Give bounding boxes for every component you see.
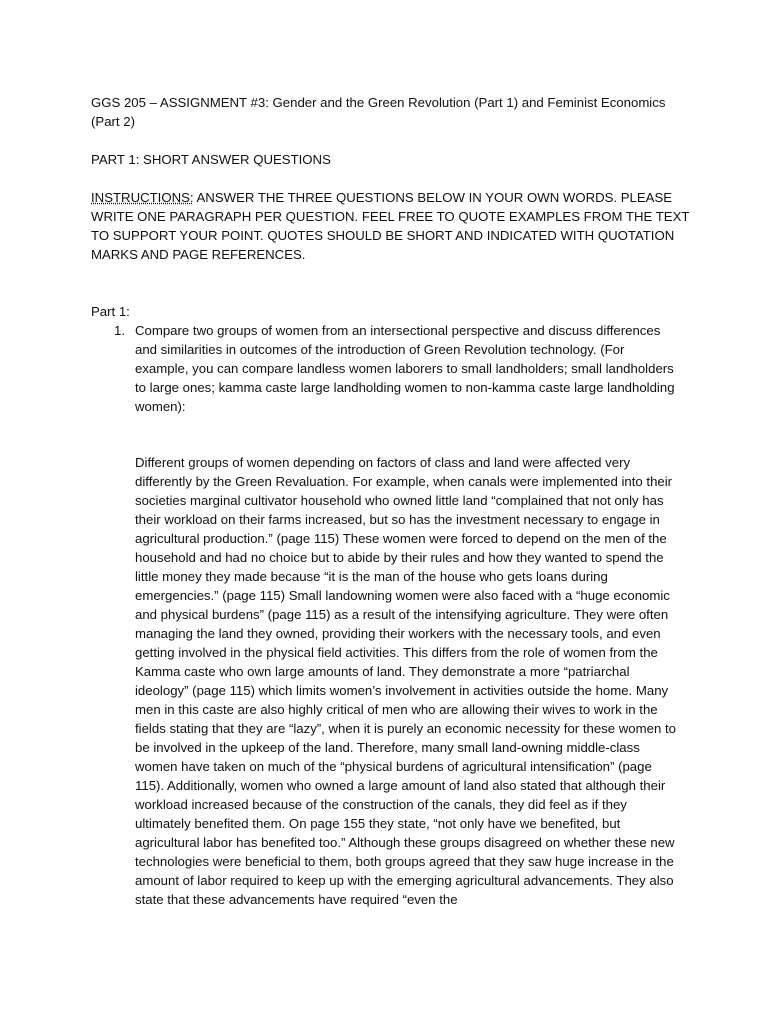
instructions-text: ANSWER THE THREE QUESTIONS BELOW IN YOUR OWN WORDS. PLEASE WRITE ONE PARAGRAPH PER QUESTION. FEEL FREE TO QUOTE EXAMPLES FROM THE TEXT TO SUPPORT YOUR POINT. QUOTES SHOULD BE SHORT AND INDICATED WITH QUOTATION MARKS AND PAGE REFERENCES. xyxy=(91,190,690,262)
question-text: Compare two groups of women from an intersectional perspective and discuss differences and similarities in outcomes of the introduction of Green Revolution technology. (For example, you can compare landless women laborers to small landholders; small landholders to large ones; kamma caste large landholding women to non-kamma caste large landholding women): xyxy=(135,323,675,414)
part-heading: PART 1: SHORT ANSWER QUESTIONS xyxy=(91,152,331,167)
part-label: Part 1: xyxy=(91,304,130,319)
answer-paragraph: Different groups of women depending on factors of class and land were affected very differently by the Green Revaluation. For example, when canals were implemented into their societies marginal cultivator household who owned little land “complained that not only has their workload on their farms increased, but so has the investment necessary to engage in agricultural production.” (page 115) These women were forced to depend on the men of the household and had no choice but to abide by their rules and how they wanted to spend the little money they made because “it is the man of the house who gets loans during emergencies.” (page 115) Small landowning women were also faced with a “huge economic and physical burdens” (page 115) as a result of the intensifying agriculture. They were often managing the land they owned, providing their workers with the necessary tools, and even getting involved in the physical field activities. This differs from the role of women from the Kamma caste who own large amounts of land. They demonstrate a more “patriarchal ideology” (page 115) which limits women’s involvement in activities outside the home. Many men in this caste are also highly critical of men who are allowing their wives to work in the fields stating that they are “lazy”, when it is purely an economic necessity for these women to be involved in the upkeep of the land. Therefore, many small land-owning middle-class women have taken on much of the “physical burdens of agricultural intensification” (page 115). Additionally, women who owned a large amount of land also stated that although their workload increased because of the construction of the canals, they did feel as if they ultimately benefited them. On page 155 they state, “not only have we benefited, but agricultural labor has benefited too.” Although these groups disagreed on whether these new technologies were beneficial to them, both groups agreed that they saw huge increase in the amount of labor required to keep up with the emerging agricultural advancements. They also state that these advancements have required “even the xyxy=(135,455,676,907)
document-title: GGS 205 – ASSIGNMENT #3: Gender and the Green Revolution (Part 1) and Feminist Economics (Part 2) xyxy=(91,95,666,129)
question-number: 1. xyxy=(114,323,125,338)
instructions-paragraph xyxy=(91,188,691,264)
instructions-label: INSTRUCTIONS: xyxy=(91,190,194,205)
